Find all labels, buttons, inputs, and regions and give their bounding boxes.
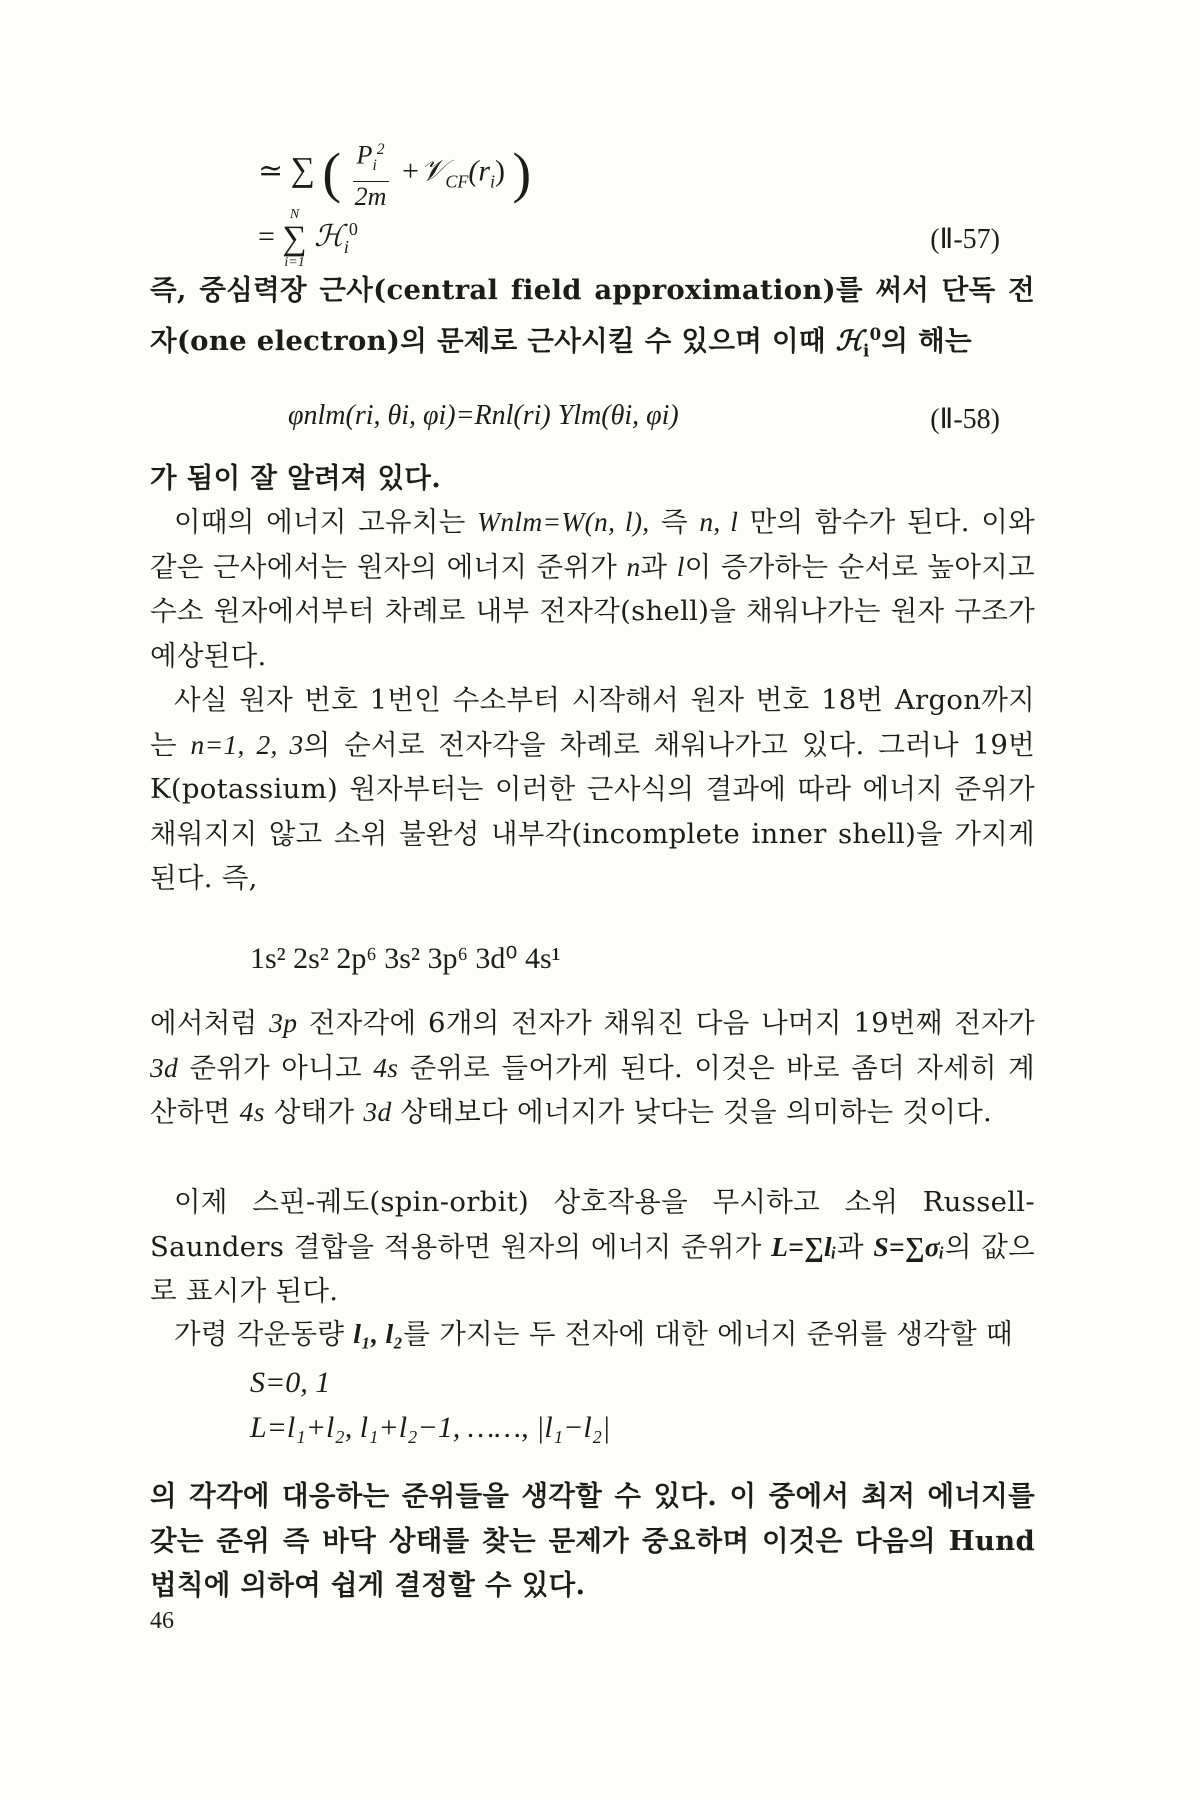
right-paren: ) [512, 142, 532, 205]
p5-4s: 4s [373, 1051, 399, 1083]
p3-text-e: 이 증가하는 순서로 높아지고 수소 원자에서부터 차례로 내부 전자각(shell)을 채워나가는 원자 구조가 예상된다. [150, 550, 1035, 672]
p1-symbol: ℋ [835, 324, 864, 356]
sum-lower: i=1 [284, 255, 305, 270]
p7-l-values: l₁, l₂ [353, 1318, 404, 1349]
p5-3p: 3p [269, 1007, 298, 1038]
p5-3d: 3d [150, 1051, 179, 1083]
p5-text-c: 준위가 아니고 [178, 1051, 374, 1084]
p6-S-sum: S=∑σᵢ [873, 1230, 945, 1262]
p3-text-d: 과 [640, 550, 677, 583]
p3-l: l [676, 550, 685, 582]
num-sub: i [372, 156, 377, 174]
paragraph-8: 의 각각에 대응하는 준위들을 생각할 수 있다. 이 중에서 최저 에너지를 갖는 준위 즉 바닥 상태를 찾는 문제가 중요하며 이것은 다음의 Hund 법칙에 의하여 쉽게 결정할 수 있다. [150, 1480, 1035, 1601]
p6-text-b: 과 [836, 1230, 874, 1263]
p3-energy-eq: Wnlm=W(n, l), [477, 506, 650, 537]
p4-text-a: 사실 원자 번호 1번인 수소부터 시작해서 원자 번호 18번 Argon까지는 [150, 684, 1035, 761]
num-sup: 2 [376, 141, 385, 158]
equation-line-b [258, 208, 358, 270]
p4-n-values: n=1, 2, 3 [190, 728, 304, 760]
fraction [353, 135, 389, 212]
sum-sigma: ∑ [282, 220, 307, 257]
potential-arg-end: ) [495, 154, 506, 188]
sum-with-limits [282, 208, 306, 270]
spin-values-line: S=0, 1 [250, 1366, 331, 1399]
p1-text-a: 즉, 중심력장 근사(central field approximation)를 써서 단독 전자(one electron)의 문제로 근사시킬 수 있으며 이때 [150, 274, 1035, 357]
p5-text-e: 상태가 [264, 1096, 364, 1128]
p5-text-b: 전자각에 6개의 전자가 채워진 다음 나머지 19번째 전자가 [297, 1007, 1035, 1039]
p5-text-d: 준위로 들어가게 된다. 이것은 바로 좀더 자세히 계산하면 [150, 1051, 1035, 1128]
paragraph-3 [150, 500, 1035, 678]
approx-sign: ≃ [258, 154, 284, 188]
potential-term: +𝒱 [400, 154, 446, 188]
potential-sub: CF [445, 171, 469, 192]
potential-arg: (r [468, 154, 490, 188]
paragraph-5 [150, 1001, 1035, 1135]
p7-text-a: 가령 각운동량 [174, 1318, 354, 1350]
hamiltonian-sub: i [343, 236, 349, 257]
fraction-denominator: 2m [354, 181, 387, 211]
equals-sign: = [258, 219, 275, 253]
p5-4s-second: 4s [239, 1096, 265, 1127]
p3-n: n [626, 550, 641, 582]
p3-text-b: 즉 [649, 506, 700, 538]
p5-text-f: 상태보다 에너지가 낮다는 것을 의미하는 것이다. [391, 1096, 993, 1128]
paragraph-1: 즉, 중심력장 근사(central field approximation)를 써서 단독 전자(one electron)의 문제로 근사시킬 수 있으며 이때 ℋ$_i^0$의 해는 [150, 274, 1035, 361]
p7-text-b: 를 가지는 두 전자에 대한 에너지 준위를 생각할 때 [403, 1318, 1013, 1350]
num-p: P [356, 140, 373, 170]
potential-arg-sub: i [490, 171, 496, 192]
p4-text-b: 의 순서로 전자각을 차례로 채워나가고 있다. 그러나 19번 K(potassium) 원자부터는 이러한 근사식의 결과에 따라 에너지 준위가 채워지지 않고 소위 불완성 내부각(incomplete inner shell)을 가지게 된다. 즉, [150, 728, 1035, 894]
p3-nl: n, l [699, 506, 739, 537]
p3-text-a: 이때의 에너지 고유치는 [174, 506, 478, 538]
fraction-numerator [353, 135, 389, 182]
equation-label-57: (Ⅱ-57) [930, 224, 1000, 255]
equation-line-a [258, 135, 531, 212]
p1-text-b: 의 해는 [881, 324, 972, 357]
paragraph-7 [150, 1312, 1035, 1357]
hamiltonian-term: ℋ [314, 219, 344, 253]
paragraph-6 [150, 1180, 1035, 1314]
sum-sign: ∑ [290, 151, 315, 189]
paragraph-4 [150, 678, 1035, 901]
page-number: 46 [150, 1608, 174, 1634]
paragraph-2: 가 됨이 잘 알려져 있다. [150, 462, 442, 494]
equation-label-58: (Ⅱ-58) [930, 404, 1000, 435]
p5-text-a: 에서처럼 [150, 1007, 270, 1039]
p5-3d-second: 3d [363, 1096, 392, 1127]
electron-configuration: 1s² 2s² 2p⁶ 3s² 3p⁶ 3d⁰ 4s¹ [250, 942, 561, 975]
p6-text-c: 의 값으로 표시가 된다. [150, 1230, 1035, 1307]
sum-upper: N [289, 207, 300, 222]
p3-text-c: 만의 함수가 된다. 이와 같은 근사에서는 원자의 에너지 준위가 [150, 506, 1036, 583]
p6-text-a: 이제 스핀-궤도(spin-orbit) 상호작용을 무시하고 소위 Russell-Saunders 결합을 적용하면 원자의 에너지 준위가 [150, 1186, 1035, 1263]
hamiltonian-sup: 0 [348, 218, 358, 239]
p6-L-sum: L=∑lᵢ [771, 1230, 837, 1262]
equation-58: φnlm(ri, θi, φi)=Rnl(ri) Ylm(θi, φi) [288, 400, 679, 431]
orbital-values-line: L=l₁+l₂, l₁+l₂−1, ……, |l₁−l₂| [250, 1411, 611, 1444]
left-paren: ( [322, 142, 342, 205]
